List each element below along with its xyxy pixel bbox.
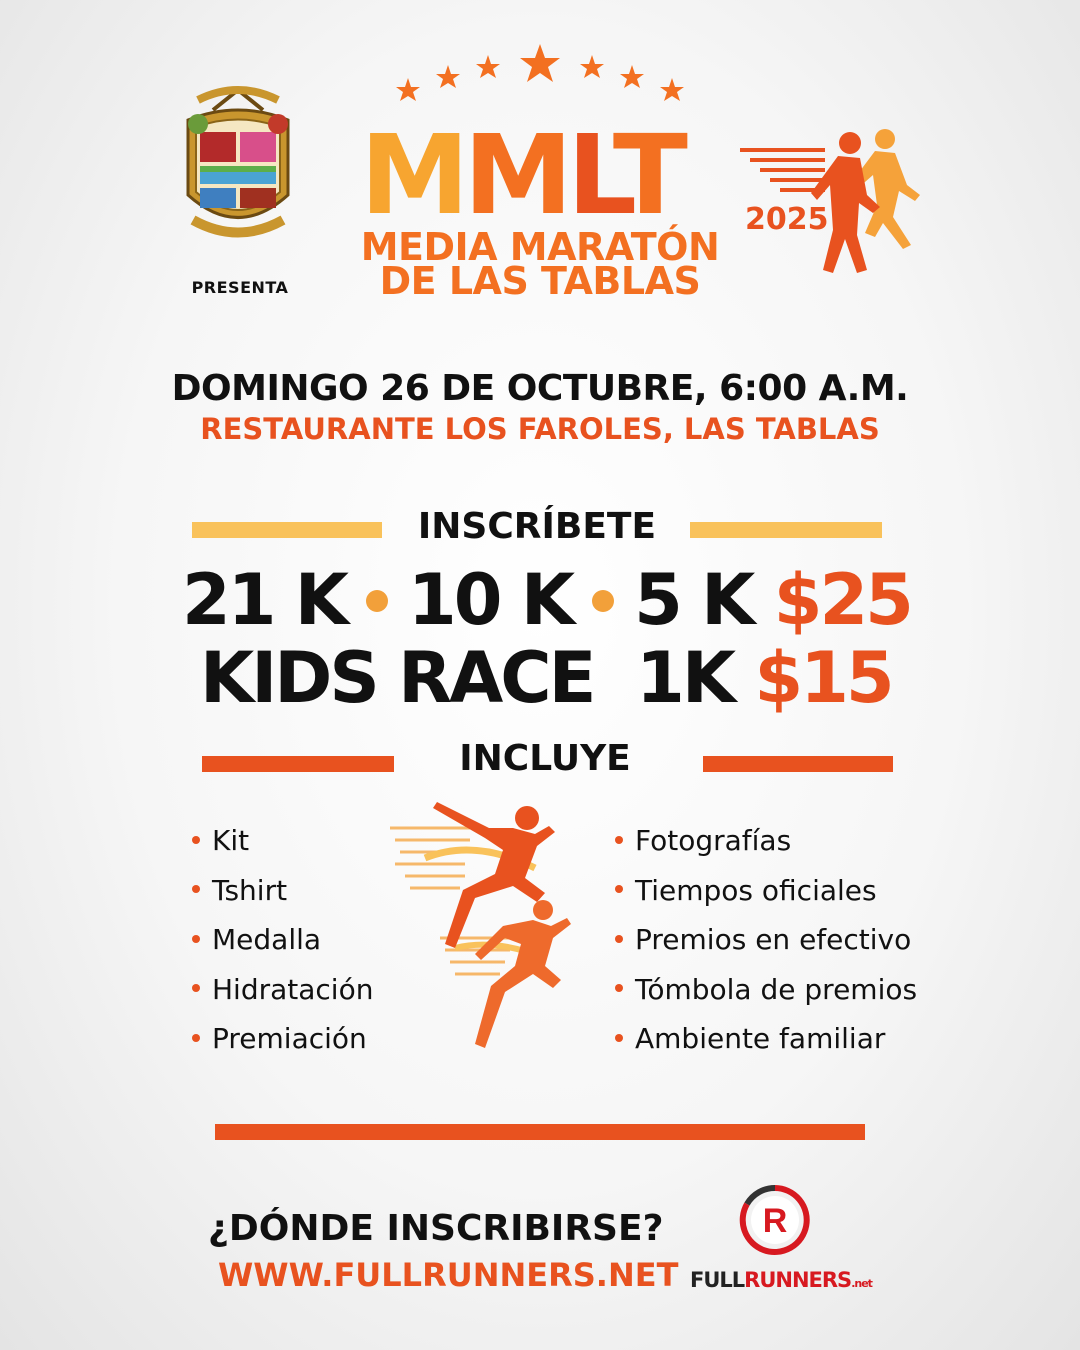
list-item-label: Fotografías [635,824,792,857]
list-item [192,1014,373,1064]
star-icon [436,65,460,88]
stars-decoration [390,40,690,110]
event-date: DOMINGO 26 DE OCTUBRE, 6:00 A.M. [171,368,909,409]
star-icon [520,44,560,82]
bullet-icon [615,885,623,893]
logo-letter: M [360,111,464,239]
list-item-label: Premiación [212,1022,367,1056]
list-item-label: Hidratación [212,972,374,1006]
list-item [192,915,373,965]
fullrunners-brand [690,1268,872,1292]
distance-5k: 5 K [634,559,753,641]
divider-bar [192,522,382,538]
includes-list-right [615,816,917,1064]
list-item [615,816,917,866]
list-item-label: Premios en efectivo [635,923,912,957]
divider-bar [215,1124,865,1140]
bullet-icon [192,1034,200,1042]
star-icon [620,65,644,88]
distance-10k: 10 K [408,559,573,641]
bullet-dot-icon [592,590,614,612]
year-label: 2025 [745,202,829,237]
bullet-icon [192,836,200,844]
star-icon [396,78,420,101]
divider-bar [703,756,893,772]
list-item-label: Tómbola de premios [635,972,918,1006]
list-item [615,965,917,1015]
list-item [192,866,373,916]
list-item-label: Medalla [212,923,322,957]
bullet-icon [615,836,623,844]
bullet-icon [192,885,200,893]
includes-list-left [192,816,373,1064]
event-title-line2: DE LAS TABLAS [379,259,701,303]
list-item [192,965,373,1015]
brand-suffix: .net [851,1277,872,1290]
list-item-label: Tshirt [212,873,288,907]
price-adult: $25 [773,559,911,641]
divider-bar [202,756,394,772]
logo-letter: M [463,111,567,239]
list-item [615,915,917,965]
list-item-label: Kit [212,824,250,857]
municipality-crest-logo [178,80,298,255]
event-location: RESTAURANTE LOS FAROLES, LAS TABLAS [200,412,880,446]
bullet-icon [192,984,200,992]
kids-race-label: KIDS RACE 1K [200,637,734,719]
bullet-icon [615,935,623,943]
star-icon [660,78,684,101]
brand-part2: RUNNERS [744,1268,852,1292]
includes-heading: INCLUYE [459,738,631,779]
event-title-line1: MEDIA MARATÓN [360,225,720,269]
website-link[interactable]: WWW.FULLRUNNERS.NET [218,1256,679,1294]
presenta-label: PRESENTA [191,278,289,297]
race-distances-row [182,559,911,641]
star-icon [476,55,500,78]
where-to-register-question: ¿DÓNDE INSCRIBIRSE? [208,1208,664,1249]
mmlt-logo [360,111,682,239]
logo-letter: L [566,111,613,239]
bullet-icon [615,984,623,992]
list-item [615,1014,917,1064]
divider-bar [690,522,882,538]
logo-letter: T [612,111,682,239]
bullet-icon [192,935,200,943]
price-kids: $15 [754,637,892,719]
list-item [615,866,917,916]
brand-part1: FULL [690,1268,745,1292]
list-item [192,816,373,866]
bullet-dot-icon [366,590,388,612]
sprinters-illustration [385,798,625,1053]
star-icon [580,55,604,78]
bullet-icon [615,1034,623,1042]
list-item-label: Tiempos oficiales [635,873,877,907]
kids-race-row [200,637,892,719]
list-item-label: Ambiente familiar [635,1022,886,1056]
fullrunners-logo-icon [735,1180,815,1260]
svg-text:R: R [762,1202,788,1240]
distance-21k: 21 K [182,559,347,641]
register-heading: INSCRÍBETE [417,506,657,547]
